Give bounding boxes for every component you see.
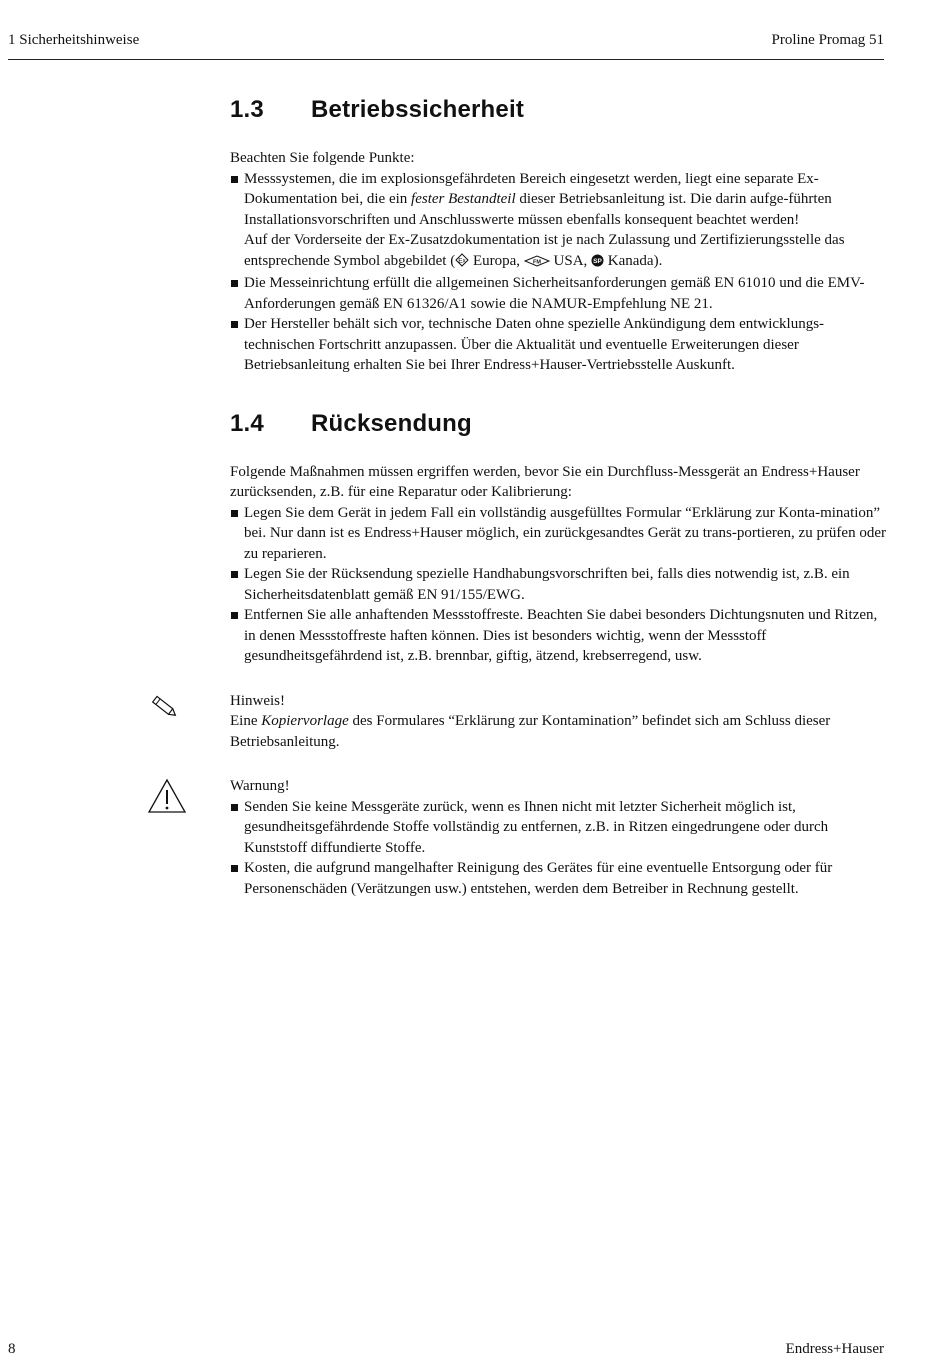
list-item: Senden Sie keine Messgeräte zurück, wenn es Ihnen nicht mit letzter Sicherheit möglich ist, gesundheitsgefährdende Stoffe vollständig zu entfernen, z.B. in Ritzen eingedrungene oder durch Kunststoff diffundierte Stoffe. (230, 797, 890, 859)
svg-text:FM: FM (532, 258, 541, 265)
section-heading (230, 410, 890, 438)
section-body (230, 462, 890, 667)
bullet-text: USA, (549, 252, 592, 269)
bullet-text: Auf der Vorderseite der Ex-Zusatzdokumentation ist je nach Zulassung und Zertifizierungsstelle das entsprechende Symbol abgebildet ( (244, 232, 845, 269)
bullet-list (230, 503, 890, 667)
note-heading: Hinweis! (230, 692, 285, 709)
section-title: Betriebssicherheit (311, 96, 525, 123)
emphasis-text: fester Bestandteil (411, 191, 516, 207)
section-number: 1.3 (230, 96, 264, 123)
note-text-part: des Formulares “Erklärung zur Kontamination” befindet sich am Schluss dieser Betriebsanleitung. (230, 713, 831, 750)
svg-text:Ex: Ex (458, 256, 466, 264)
bullet-list (230, 169, 890, 376)
bullet-text: dieser Betriebsanleitung ist. Die darin aufge-führten Installationsvorschriften und Anschlusswerte müssen ebenfalls konsequent beachtet werden! (244, 191, 832, 228)
section-intro: Folgende Maßnahmen müssen ergriffen werden, bevor Sie ein Durchfluss-Messgerät an Endress+Hauser zurücksenden, z.B. für eine Reparatur oder Kalibrierung: (230, 463, 860, 500)
note-block (230, 691, 890, 753)
warning-heading: Warnung! (230, 778, 290, 794)
section-title: Rücksendung (311, 409, 472, 437)
list-item: Der Hersteller behält sich vor, technische Daten ohne spezielle Ankündigung dem entwicklungs-technischen Fortschritt anzupassen. Über die Aktualität und eventuelle Erweiterungen dieser Betriebsanleitung erhalten Sie bei Ihrer Endress+Hauser-Vertriebsstelle Auskunft. (230, 314, 890, 376)
page-footer (8, 1341, 884, 1358)
pencil-icon (148, 693, 180, 728)
list-item: Kosten, die aufgrund mangelhafter Reinigung des Gerätes für eine eventuelle Entsorgung oder für Personenschäden (Verätzungen usw.) entstehen, werden dem Betreiber in Rechnung gestellt. (230, 858, 890, 899)
bullet-list (230, 797, 890, 900)
csa-canada-icon (591, 253, 604, 274)
header-section-label: 1 Sicherheitshinweise (8, 32, 140, 48)
list-item: Die Messeinrichtung erfüllt die allgemeinen Sicherheitsanforderungen gemäß EN 61010 und die EMV-Anforderungen gemäß EN 61326/A1 sowie die NAMUR-Empfehlung NE 21. (230, 273, 890, 314)
page-header (8, 32, 884, 60)
list-item: Entfernen Sie alle anhaftenden Messstoffreste. Beachten Sie dabei besonders Dichtungsnuten und Ritzen, in denen Messstoffreste haften können. Dies ist besonders wichtig, wenn der Messstoff gesundheitsgefährdend ist, z.B. brennbar, giftig, ätzend, krebserregend, usw. (230, 605, 890, 667)
list-item: Legen Sie der Rücksendung spezielle Handhabungsvorschriften bei, falls dies notwendig ist, z.B. ein Sicherheitsdatenblatt gemäß EN 91/155/EWG. (230, 564, 890, 605)
note-text (230, 711, 890, 752)
header-product-name: Proline Promag 51 (771, 32, 884, 48)
section-intro: Beachten Sie folgende Punkte: (230, 150, 415, 166)
warning-triangle-icon (147, 778, 187, 821)
warning-block (230, 776, 890, 899)
fm-usa-icon (524, 253, 550, 274)
svg-text:SP: SP (593, 257, 602, 265)
section-ruecksendung (230, 410, 890, 900)
brand-name: Endress+Hauser (785, 1341, 884, 1357)
ex-europe-icon (455, 253, 469, 274)
note-text-part: Eine (230, 713, 262, 729)
list-item (230, 169, 890, 274)
bullet-text: Europa, (469, 252, 524, 269)
bullet-text: Messsystemen, die im explosionsgefährdeten Bereich eingesetzt werden, liegt eine separate Ex-Dokumentation bei, die ein (244, 170, 819, 207)
list-item: Legen Sie dem Gerät in jedem Fall ein vollständig ausgefülltes Formular “Erklärung zur Konta-mination” bei. Nur dann ist es Endress+Hauser möglich, ein zurückgesandtes Gerät zu trans-portieren, zu prüfen oder zu reparieren. (230, 503, 890, 565)
section-body (230, 148, 890, 376)
emphasis-text: Kopiervorlage (261, 713, 349, 729)
section-number: 1.4 (230, 409, 264, 437)
page-content (230, 96, 890, 899)
bullet-text: Kanada). (604, 252, 663, 269)
page-number: 8 (8, 1341, 16, 1357)
section-heading (230, 96, 890, 124)
section-betriebssicherheit (230, 96, 890, 376)
